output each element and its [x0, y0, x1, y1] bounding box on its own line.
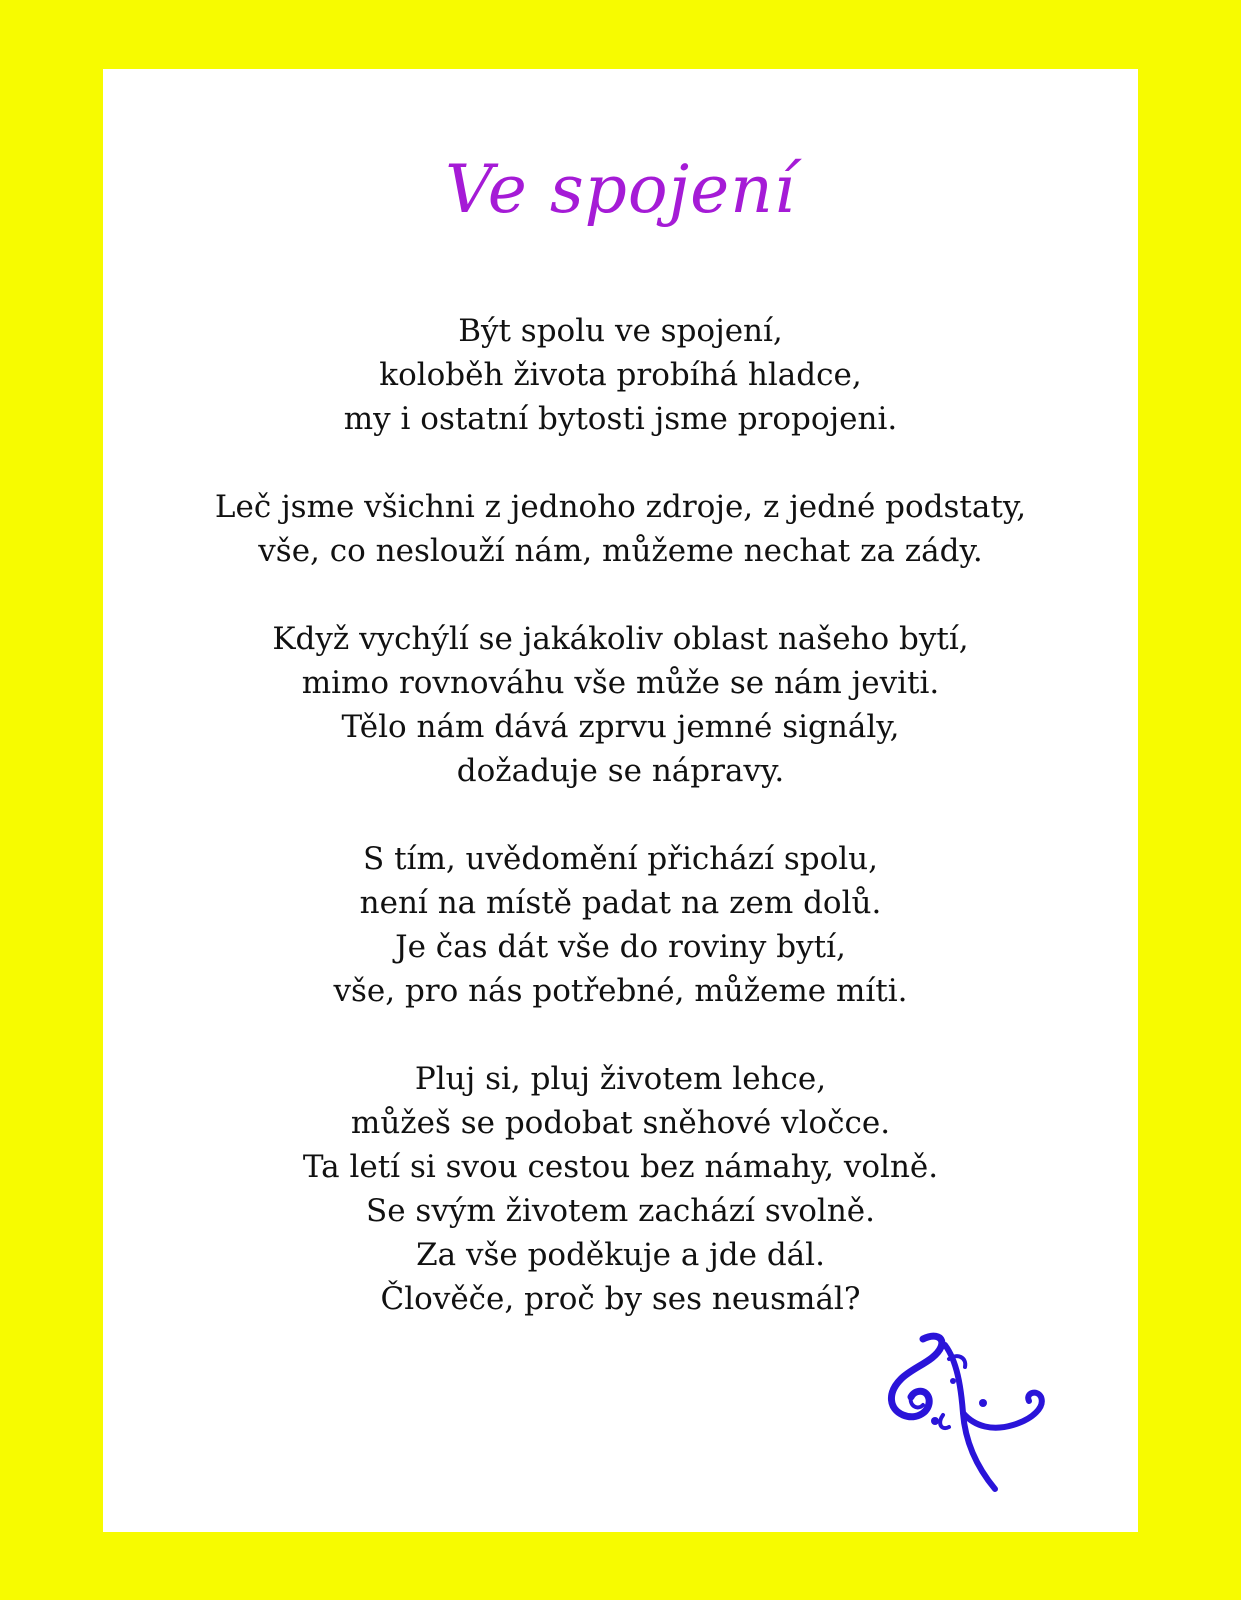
stanza-4	[103, 837, 1138, 1013]
poem-line: Tělo nám dává zprvu jemné signály,	[341, 709, 900, 745]
poem-line: vše, pro nás potřebné, můžeme míti.	[333, 973, 908, 1009]
poem-line: Člověče, proč by ses neusmál?	[380, 1281, 861, 1317]
stanza-5	[103, 1057, 1138, 1321]
stanza-2	[103, 485, 1138, 573]
poem-line: můžeš se podobat sněhové vločce.	[350, 1105, 891, 1141]
poem-page	[103, 69, 1138, 1532]
poem-line: Leč jsme všichni z jednoho zdroje, z jedné podstaty,	[214, 489, 1027, 525]
poem-line: Pluj si, pluj životem lehce,	[414, 1061, 827, 1097]
poem-line: není na místě padat na zem dolů.	[359, 885, 882, 921]
poem-line: mimo rovnováhu vše může se nám jeviti.	[301, 665, 940, 701]
poem-title: Ve spojení	[445, 151, 796, 228]
poem-line: Se svým životem zachází svolně.	[366, 1193, 875, 1229]
stanza-3	[103, 617, 1138, 793]
poem-line: my i ostatní bytosti jsme propojeni.	[343, 401, 898, 437]
poem-line: Když vychýlí se jakákoliv oblast našeho bytí,	[272, 621, 969, 657]
poem-line: Je čas dát vše do roviny bytí,	[395, 929, 846, 965]
stanza-1	[103, 309, 1138, 441]
poem-line: dožaduje se nápravy.	[456, 753, 785, 789]
poem-line: Ta letí si svou cestou bez námahy, volně.	[302, 1149, 939, 1185]
poem-line: S tím, uvědomění přichází spolu,	[362, 841, 878, 877]
poem-line: Být spolu ve spojení,	[458, 313, 783, 349]
poem-line: vše, co neslouží nám, můžeme nechat za zády.	[258, 533, 983, 569]
poem-body	[103, 309, 1138, 1365]
poem-line: Za vše poděkuje a jde dál.	[416, 1237, 825, 1273]
calligraphic-signature-icon	[883, 1327, 1053, 1497]
poem-line: koloběh života probíhá hladce,	[379, 357, 862, 393]
